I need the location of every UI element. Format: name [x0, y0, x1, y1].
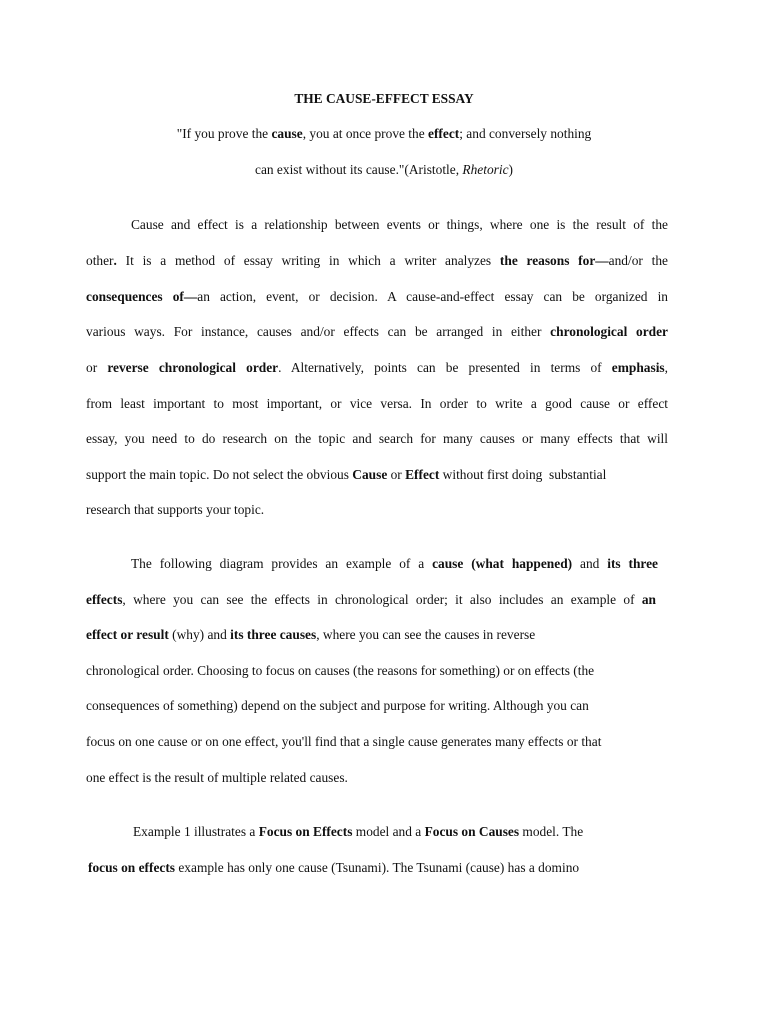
text-bold: focus on effects: [88, 860, 176, 875]
text: . Alternatively, points can be presented in terms of: [278, 360, 612, 375]
text: , you at once prove the: [302, 126, 429, 141]
text: It is a method of essay writing in which a writer analyzes: [116, 253, 500, 268]
text-bold: Focus on Causes: [424, 824, 520, 839]
p2-line-6: focus on one cause or on one effect, you'll find that a single cause generates many effects or that: [86, 734, 602, 749]
text-bold: cause: [271, 126, 303, 141]
text: other: [86, 253, 114, 268]
text-bold: Cause: [352, 467, 388, 482]
text: example has only one cause (Tsunami). The Tsunami (cause) has a domino: [175, 860, 580, 875]
p1-line-5: [86, 359, 668, 377]
text-bold: consequences of—: [86, 289, 198, 304]
text-bold: its three causes: [230, 627, 317, 642]
p2-line-4: chronological order. Choosing to focus on causes (the reasons for something) or on effects (the: [86, 663, 595, 678]
p3-line-2: [88, 859, 668, 877]
text-bold: emphasis: [611, 360, 665, 375]
text: The following diagram provides an example of a: [131, 556, 433, 571]
text: support the main topic. Do not select the obvious: [86, 467, 353, 482]
p1-line-8: [86, 466, 668, 484]
text-bold: effect or result: [86, 627, 169, 642]
text: "If you prove the: [176, 126, 272, 141]
text: , where you can see the causes in reverse: [316, 627, 536, 642]
text: , where you can see the effects in chronological order; it also includes an example of: [122, 592, 642, 607]
text-bold: chronological order: [550, 324, 668, 339]
text-bold: an: [641, 592, 656, 607]
p1-line-9: research that supports your topic.: [86, 502, 265, 517]
p1-line-2: [86, 252, 668, 270]
p2-line-5: consequences of something) depend on the subject and purpose for writing. Although you can: [86, 698, 589, 713]
p1-line-3: [86, 288, 668, 306]
p1-line-6: from least important to most important, or vice versa. In order to write a good cause or effect: [86, 396, 668, 411]
text-bold: effect: [428, 126, 460, 141]
text: various ways. For instance, causes and/or effects can be arranged in either: [86, 324, 551, 339]
text-bold: reverse chronological order: [107, 360, 279, 375]
text-bold: Focus on Effects: [258, 824, 353, 839]
text: or: [86, 360, 108, 375]
text: without first doing substantial: [439, 467, 607, 482]
p2-line-2: [86, 591, 656, 609]
text: (why) and: [168, 627, 231, 642]
text-italic: Rhetoric: [462, 162, 509, 177]
text-bold: Effect: [405, 467, 440, 482]
p2-line-1: [131, 555, 658, 573]
text: ,: [664, 360, 668, 375]
text-bold: cause (what happened): [432, 556, 573, 571]
text-bold: effects: [86, 592, 123, 607]
text: can exist without its cause."(Aristotle,: [255, 162, 463, 177]
text: ): [508, 162, 513, 177]
text: and: [572, 556, 608, 571]
p3-line-1: [133, 823, 673, 841]
p1-line-4: [86, 323, 668, 341]
text: and/or the: [608, 253, 668, 268]
text: or: [387, 467, 406, 482]
text-bold: .: [113, 253, 117, 268]
text: an action, event, or decision. A cause-and-effect essay can be organized in: [197, 289, 668, 304]
p1-line-7: essay, you need to do research on the topic and search for many causes or many effects that will: [86, 431, 668, 446]
text: model and a: [352, 824, 425, 839]
p1-line-1: Cause and effect is a relationship between events or things, where one is the result of the: [131, 217, 668, 232]
epigraph-line-1: [0, 125, 768, 143]
text: ; and conversely nothing: [459, 126, 592, 141]
p2-line-7: one effect is the result of multiple related causes.: [86, 770, 348, 785]
text: model. The: [519, 824, 584, 839]
epigraph-line-2: [0, 161, 768, 179]
text-bold: its three: [607, 556, 658, 571]
text-bold: the reasons for—: [499, 253, 609, 268]
p2-line-3: [86, 626, 668, 644]
text: Example 1 illustrates a: [133, 824, 259, 839]
page-title: THE CAUSE-EFFECT ESSAY: [294, 91, 474, 106]
